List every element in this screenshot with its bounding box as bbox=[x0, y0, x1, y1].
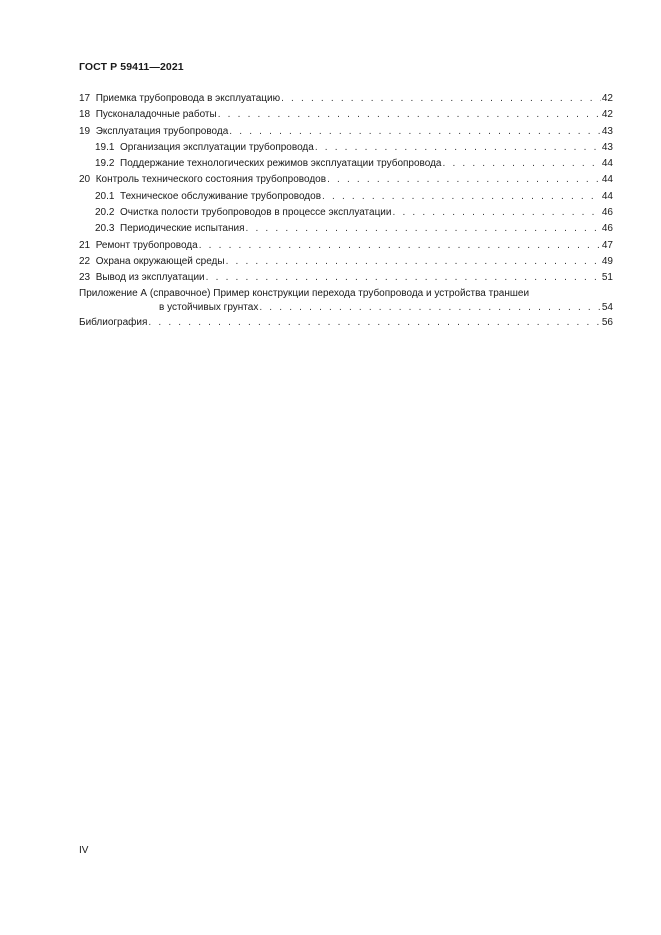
toc-item-label: Вывод из эксплуатации bbox=[95, 272, 205, 284]
document-header-title: ГОСТ Р 59411—2021 bbox=[79, 61, 184, 73]
toc-item-number: 19 bbox=[79, 125, 91, 137]
toc-item-19-1[interactable] bbox=[79, 140, 613, 156]
toc-item-19[interactable] bbox=[79, 124, 613, 140]
dot-leader bbox=[392, 205, 600, 221]
dot-leader bbox=[281, 91, 601, 107]
toc-item-page: 44 bbox=[601, 158, 613, 170]
toc-item-number: 18 bbox=[79, 109, 91, 121]
toc-item-page: 46 bbox=[601, 207, 613, 219]
appendix-title-line2: в устойчивых грунтах bbox=[159, 301, 259, 313]
dot-leader bbox=[229, 124, 601, 140]
toc-item-number: 19.1 bbox=[95, 141, 115, 153]
toc-item-number: 20.3 bbox=[95, 223, 115, 235]
toc-item-number: 21 bbox=[79, 239, 91, 251]
toc-item-page: 54 bbox=[601, 301, 613, 313]
dot-leader bbox=[246, 221, 601, 237]
dot-leader bbox=[218, 107, 601, 123]
toc-item-page: 44 bbox=[601, 190, 613, 202]
toc-item-number: 20.1 bbox=[95, 190, 115, 202]
toc-item-label: Ремонт трубопровода bbox=[95, 239, 198, 251]
dot-leader bbox=[322, 189, 601, 205]
toc-item-number: 20 bbox=[79, 174, 91, 186]
toc-item-label: Приемка трубопровода в эксплуатацию bbox=[95, 93, 281, 104]
toc-item-label: Пусконаладочные работы bbox=[95, 109, 217, 121]
toc-item-number: 22 bbox=[79, 255, 91, 267]
toc-item-page: 49 bbox=[601, 255, 613, 267]
toc-item-number: 17 bbox=[79, 93, 91, 104]
dot-leader bbox=[259, 301, 601, 315]
toc-item-20-1[interactable] bbox=[79, 189, 613, 205]
toc-item-20-3[interactable] bbox=[79, 221, 613, 237]
toc-item-page: 51 bbox=[601, 272, 613, 284]
toc-item-label: Периодические испытания bbox=[120, 223, 245, 235]
toc-item-label: Очистка полости трубопроводов в процессе эксплуатации bbox=[120, 207, 392, 219]
toc-item-label: Контроль технического состояния трубопроводов bbox=[95, 174, 327, 186]
toc-item-page: 46 bbox=[601, 223, 613, 235]
toc-item-23[interactable] bbox=[79, 270, 613, 286]
toc-item-label: Организация эксплуатации трубопровода bbox=[120, 141, 314, 153]
appendix-title-line1: Приложение А (справочное) Пример конструкции перехода трубопровода и устройства траншеи bbox=[79, 287, 530, 299]
toc-item-page: 42 bbox=[601, 93, 613, 104]
toc-item-21[interactable] bbox=[79, 238, 613, 254]
toc-item-number: 19.2 bbox=[95, 158, 115, 170]
toc-item-17[interactable] bbox=[79, 91, 613, 107]
dot-leader bbox=[442, 156, 600, 172]
dot-leader bbox=[148, 315, 600, 331]
table-of-contents bbox=[79, 91, 613, 331]
toc-item-label: Эксплуатация трубопровода bbox=[95, 125, 229, 137]
dot-leader bbox=[315, 140, 601, 156]
toc-item-page: 42 bbox=[601, 109, 613, 121]
toc-item-label: Охрана окружающей среды bbox=[95, 255, 225, 267]
toc-item-label: Техническое обслуживание трубопроводов bbox=[120, 190, 322, 202]
toc-item-22[interactable] bbox=[79, 254, 613, 270]
toc-item-page: 56 bbox=[601, 316, 613, 328]
toc-item-bibliography[interactable] bbox=[79, 315, 613, 331]
toc-item-page: 47 bbox=[601, 239, 613, 251]
toc-item-20-2[interactable] bbox=[79, 205, 613, 221]
toc-item-page: 43 bbox=[601, 125, 613, 137]
toc-item-19-2[interactable] bbox=[79, 156, 613, 172]
toc-item-number: 20.2 bbox=[95, 207, 115, 219]
page-number: IV bbox=[79, 845, 89, 856]
toc-item-appendix-a[interactable] bbox=[79, 287, 613, 315]
toc-item-label: Библиография bbox=[79, 316, 148, 328]
dot-leader bbox=[226, 254, 601, 270]
toc-item-page: 43 bbox=[601, 141, 613, 153]
toc-item-18[interactable] bbox=[79, 107, 613, 123]
toc-item-label: Поддержание технологических режимов эксплуатации трубопровода bbox=[120, 158, 442, 170]
toc-item-number: 23 bbox=[79, 272, 91, 284]
toc-item-20[interactable] bbox=[79, 172, 613, 188]
toc-item-page: 44 bbox=[601, 174, 613, 186]
dot-leader bbox=[327, 172, 601, 188]
dot-leader bbox=[199, 238, 601, 254]
dot-leader bbox=[206, 270, 601, 286]
